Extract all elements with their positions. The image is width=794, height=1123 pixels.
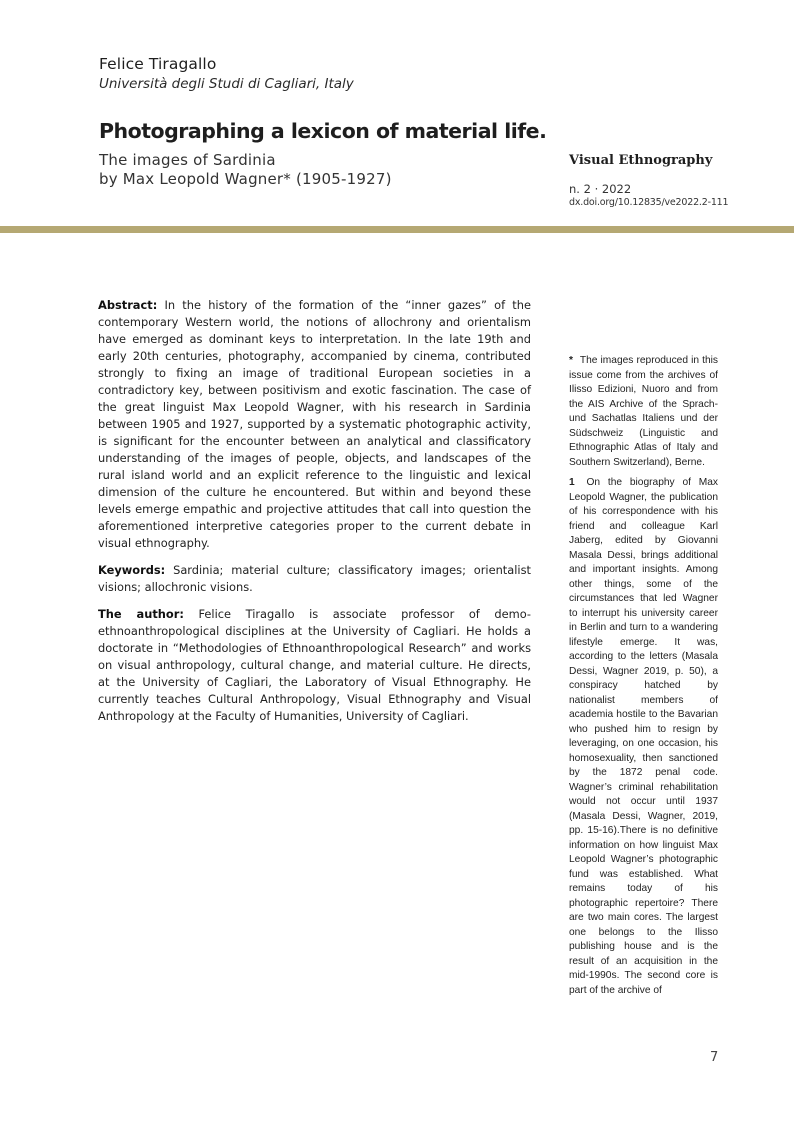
footnote xyxy=(569,476,718,998)
article-title: Photographing a lexicon of material life. xyxy=(99,119,547,143)
abstract-paragraph xyxy=(98,297,531,552)
keywords-text: Sardinia; material culture; classificatory images; orientalist visions; allochronic visions. xyxy=(98,563,531,594)
subtitle-line-2: by Max Leopold Wagner* (1905-1927) xyxy=(99,170,392,188)
header-divider xyxy=(0,226,794,233)
journal-doi[interactable]: dx.doi.org/10.12835/ve2022.2-111 xyxy=(569,197,729,208)
footnote-text: The images reproduced in this issue come from the archives of Ilisso Edizioni, Nuoro and from the AIS Archive of the Sprach-und Sachatlas Italiens und der Südschweiz (Linguistic and Ethnographic Atlas of Italy and Southern Switzerland), Berne. xyxy=(569,355,718,468)
author-bio-paragraph xyxy=(98,606,531,725)
page-number: 7 xyxy=(710,1050,719,1065)
main-column xyxy=(98,297,531,735)
abstract-label: Abstract: xyxy=(98,298,158,312)
footnote-text: On the biography of Max Leopold Wagner, the publication of his correspondence with his friend and colleague Karl Jaberg, edited by Giovanni Masala Dessi, brings additional and important insights. Among other things, some of the circumstances that led Wagner to interrupt his university career in Berlin and turn to a wandering lifestyle emerge. It was, according to the letters (Masala Dessi, Wagner 2019, p. 50), a conspiracy hatched by nationalist members of academia hostile to the Bavarian who pushed him to resign by leveraging, on one occasion, his homosexuality, then sanctioned by the 1872 penal code. Wagner’s criminal rehabilitation would not occur until 1937 (Masala Dessi, Wagner, 2019, pp. 15-16).There is no definitive information on how linguist Max Leopold Wagner’s photographic fund was established. What remains today of his photographic repertoire? There are two main cores. The largest one belongs to the Ilisso publishing house and is the result of an acquisition in the mid-1990s. The second core is part of the archive of xyxy=(569,477,718,996)
footnotes-column xyxy=(569,354,718,1004)
subtitle-line-1: The images of Sardinia xyxy=(99,151,276,169)
author-name: Felice Tiragallo xyxy=(99,55,217,73)
author-affiliation: Università degli Studi di Cagliari, Italy xyxy=(99,76,354,92)
journal-issue: n. 2 · 2022 xyxy=(569,182,632,196)
author-bio-label: The author: xyxy=(98,607,184,621)
footnote-marker: * xyxy=(569,355,573,366)
footnote-marker: 1 xyxy=(569,477,575,488)
abstract-text: In the history of the formation of the “inner gazes” of the contemporary Western world, the notions of allochrony and orientalism have emerged as dominant keys to interpretation. In the late 19th and early 20th centuries, photography, accompanied by cinema, contributed strongly to fixing an image of traditional European societies in a contradictory key, between positivism and exotic fascination. The case of the great linguist Max Leopold Wagner, with his research in Sardinia between 1905 and 1927, supported by a systematic photographic activity, is significant for the encounter between an analytical and classificatory understanding of the images of people, objects, and landscapes of the rural island world and an explicit reference to the linguistic and lexical dimension of the culture he encountered. But within and beyond these levels emerge empathic and projective attitudes that call into question the aforementioned interpretive categories proper to the current debate in visual ethnography. xyxy=(98,298,531,550)
author-bio-text: Felice Tiragallo is associate professor of demo-ethnoanthropological disciplines at the University of Cagliari. He holds a doctorate in “Methodologies of Ethnoanthropological Research” and works on visual anthropology, cultural change, and material culture. He directs, at the University of Cagliari, the Laboratory of Visual Ethnography. He currently teaches Cultural Anthropology, Visual Ethnography and Visual Anthropology at the Faculty of Humanities, University of Cagliari. xyxy=(98,607,532,723)
article-subtitle xyxy=(99,151,392,189)
footnote xyxy=(569,354,718,470)
keywords-paragraph xyxy=(98,562,531,596)
journal-name: Visual Ethnography xyxy=(569,153,713,168)
keywords-label: Keywords: xyxy=(98,563,166,577)
